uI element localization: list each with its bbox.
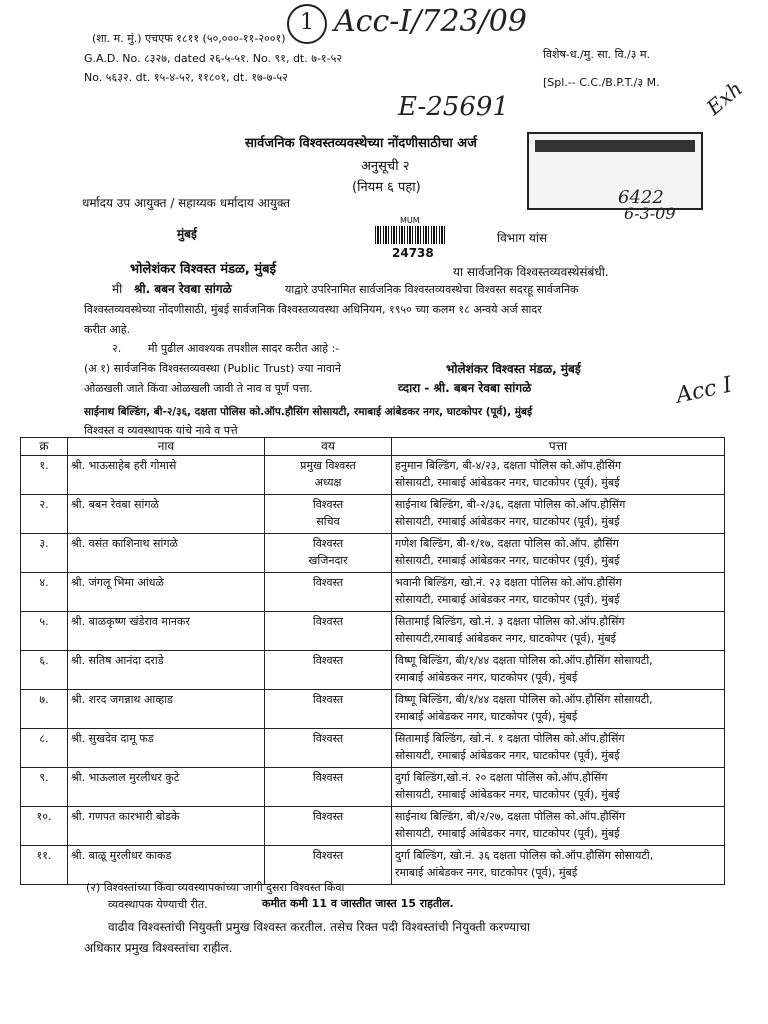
para2-number: २.	[112, 342, 122, 355]
table-row	[21, 768, 725, 807]
table-row	[21, 807, 725, 846]
para2-text: मी पुढील आवश्यक तपशील सादर करीत आहे :-	[148, 342, 340, 355]
row-role-line-2: अध्यक्ष	[314, 476, 342, 489]
barcode-number: 24738	[392, 246, 434, 260]
item2-line2: व्यवस्थापक येण्याची रीत.	[108, 898, 208, 911]
row-name	[68, 456, 265, 495]
row-serial-line-1: १.	[39, 459, 49, 472]
item1a-text: (अ १) सार्वजनिक विश्वस्तव्यवस्था (Public Trust) ज्या नावाने	[84, 362, 341, 375]
row-name	[68, 807, 265, 846]
row-name-line-1: श्री. भाऊसाहेब हरी गोमासे	[71, 459, 177, 472]
row-role	[265, 846, 392, 885]
item1b-via: व्दारा - श्री. बबन रेवबा सांगळे	[398, 381, 532, 395]
row-name	[68, 690, 265, 729]
row-name	[68, 768, 265, 807]
row-role	[265, 495, 392, 534]
trustees-heading: विश्वस्त व व्यवस्थापक यांचे नावे व पत्ते	[84, 424, 238, 437]
row-serial-line-1: ७.	[39, 693, 49, 706]
row-name	[68, 729, 265, 768]
row-address-line-2: सोसायटी, रमाबाई आंबेडकर नगर, घाटकोपर (पूर्व), मुंबई	[395, 476, 620, 489]
rule-label: (नियम ६ पहा)	[352, 180, 421, 195]
row-role-line-1: विश्वस्त	[312, 576, 344, 589]
row-serial	[21, 573, 68, 612]
handwritten-stamp-number: 6422	[618, 187, 664, 208]
row-role	[265, 651, 392, 690]
row-serial-line-1: ९.	[39, 771, 49, 784]
form-title: सार्वजनिक विश्वस्तव्यवस्थेच्या नोंदणीसाठीचा अर्ज	[245, 136, 477, 151]
row-role-line-1: विश्वस्त	[312, 732, 344, 745]
row-serial	[21, 846, 68, 885]
row-name-line-1: श्री. सुखदेव दामू फड	[71, 732, 154, 745]
press-ref-2: G.A.D. No. ८३२७, dated २६-५-५१. No. ९१, dt. ७-१-५२	[84, 52, 343, 65]
addressee-city: मुंबई	[177, 227, 197, 241]
row-address-line-1: सितामाई बिल्डिंग, खो.नं. ३ दक्षता पोलिस को.ऑप.हौसिंग	[395, 615, 625, 628]
table-row	[21, 534, 725, 573]
schedule-label: अनुसूची २	[361, 159, 410, 174]
handwritten-e-number: E-25691	[398, 92, 509, 122]
para1-line3: करीत आहे.	[84, 323, 131, 336]
table-row	[21, 651, 725, 690]
row-role-line-1: विश्वस्त	[312, 771, 344, 784]
applicant-name: श्री. बबन रेवबा सांगळे	[134, 282, 232, 296]
circled-one-mark: 1	[287, 4, 327, 44]
para1-rest: याद्वारे उपरिनामित सार्वजनिक विश्वस्तव्यवस्थेचा विश्वस्त सदरहू सार्वजनिक	[285, 283, 579, 296]
table-row	[21, 729, 725, 768]
para1-start: मी	[112, 282, 123, 296]
row-address-line-2: रमाबाई आंबेडकर नगर, घाटकोपर (पूर्व), मुंबई	[395, 671, 578, 684]
row-role-line-1: विश्वस्त	[312, 537, 344, 550]
row-address-line-2: सोसायटी, रमाबाई आंबेडकर नगर, घाटकोपर (पूर्व), मुंबई	[395, 788, 620, 801]
handwritten-stamp-date: 6-3-09	[624, 204, 676, 223]
row-name-line-1: श्री. बाळकृष्ण खंडेराव मानकर	[71, 615, 190, 628]
row-name-line-1: श्री. शरद जगन्नाथ आव्हाड	[71, 693, 173, 706]
row-role-line-1: विश्वस्त	[312, 654, 344, 667]
row-serial	[21, 768, 68, 807]
row-address-line-2: सोसायटी,रमाबाई आंबेडकर नगर, घाटकोपर (पूर्व), मुंबई	[395, 632, 617, 645]
row-serial	[21, 534, 68, 573]
row-address-line-2: सोसायटी, रमाबाई आंबेडकर नगर, घाटकोपर (पूर्व), मुंबई	[395, 515, 620, 528]
item1b-text: ओळखली जाते किंवा ओळखली जावी ते नाव व पूर्ण पत्ता.	[84, 382, 313, 395]
addressee-line: धर्मादय उप आयुक्त / सहाय्यक धर्मादाय आयुक्त	[82, 196, 291, 210]
row-address	[392, 846, 725, 885]
row-address-line-1: विष्णू बिल्डिंग, बी/१/४४ दक्षता पोलिस को.ऑप.हौसिंग सोसायटी,	[395, 693, 653, 706]
row-role	[265, 768, 392, 807]
row-name	[68, 534, 265, 573]
row-address	[392, 768, 725, 807]
row-serial	[21, 456, 68, 495]
office-stamp	[527, 132, 703, 210]
row-name	[68, 846, 265, 885]
row-address	[392, 534, 725, 573]
item2-line1: (२) विश्वस्तांच्या किंवा व्यवस्थापकांच्या जागी दुसरा विश्वस्त किंवा	[86, 881, 345, 894]
row-serial-line-1: ४.	[39, 576, 49, 589]
row-serial-line-1: ३.	[39, 537, 49, 550]
row-serial-line-1: २.	[39, 498, 49, 511]
special-ref-1: विशेष-ध./मु. सा. वि./३ म.	[543, 48, 651, 61]
row-address	[392, 495, 725, 534]
para1-line2: विश्वस्तव्यवस्थेच्या नोंदणीसाठी, मुंबई सार्वजनिक विश्वस्तव्यवस्था अधिनियम, १९५० च्या कलम १८ अन्वये अर्ज सादर	[84, 303, 542, 316]
row-address	[392, 573, 725, 612]
table-row	[21, 612, 725, 651]
row-address-line-2: सोसायटी, रमाबाई आंबेडकर नगर, घाटकोपर (पूर्व), मुंबई	[395, 554, 620, 567]
row-serial-line-1: ११.	[36, 849, 52, 862]
row-name-line-1: श्री. बाळू मुरलीधर काकड	[71, 849, 172, 862]
item2-line4: अधिकार प्रमुख विश्वस्तांचा राहील.	[84, 941, 233, 955]
row-address-line-1: सितामाई बिल्डिंग, खो.नं. १ दक्षता पोलिस को.ऑप.हौसिंग	[395, 732, 625, 745]
row-address-line-1: दुर्गा बिल्डिंग,खो.नं. २० दक्षता पोलिस को.ऑप.हौसिंग	[395, 771, 608, 784]
row-name-line-1: श्री. वसंत काशिनाथ सांगळे	[71, 537, 178, 550]
handwritten-file-number: Acc-I/723/09	[334, 4, 527, 39]
row-role	[265, 534, 392, 573]
row-role-line-1: प्रमुख विश्वस्त	[300, 459, 356, 472]
row-role-line-1: विश्वस्त	[312, 810, 344, 823]
row-address-line-1: हनुमान बिल्डिंग, बी-४/२३, दक्षता पोलिस को.ऑप.हौसिंग	[395, 459, 622, 472]
row-serial	[21, 495, 68, 534]
header-serial: क्र	[21, 438, 68, 456]
row-address-line-1: दुर्गा बिल्डिंग, खो.नं. ३६ दक्षता पोलिस को.ऑप.हौसिंग सोसायटी,	[395, 849, 654, 862]
table-header-row	[21, 438, 725, 456]
row-name-line-1: श्री. गणपत कारभारी बोडके	[71, 810, 180, 823]
row-address-line-1: विष्णू बिल्डिंग, बी/१/४४ दक्षता पोलिस को.ऑप.हौसिंग सोसायटी,	[395, 654, 653, 667]
row-address-line-1: साईनाथ बिल्डिंग, बी-२/३६, दक्षता पोलिस को.ऑप.हौसिंग	[395, 498, 626, 511]
press-ref-3: No. ५६३२. dt. १५-४-५२, ११८०१, dt. १७-७-५२	[84, 71, 288, 84]
row-role	[265, 807, 392, 846]
handwritten-corner-note: Exh	[701, 76, 747, 120]
row-serial-line-1: १०.	[36, 810, 52, 823]
division-label: विभाग यांस	[497, 231, 548, 245]
row-name	[68, 612, 265, 651]
table-row	[21, 846, 725, 885]
trust-name-heading: भोलेशंकर विश्वस्त मंडळ, मुंबई	[130, 262, 276, 277]
row-address-line-2: रमाबाई आंबेडकर नगर, घाटकोपर (पूर्व), मुंबई	[395, 710, 578, 723]
row-serial-line-1: ८.	[39, 732, 49, 745]
row-role	[265, 573, 392, 612]
row-name	[68, 573, 265, 612]
trust-line-suffix: या सार्वजनिक विश्वस्तव्यवस्थेसंबंधी.	[453, 265, 609, 279]
row-serial	[21, 807, 68, 846]
row-role	[265, 729, 392, 768]
row-serial	[21, 690, 68, 729]
row-name-line-1: श्री. सतिष आनंदा दराडे	[71, 654, 164, 667]
row-name	[68, 651, 265, 690]
row-address	[392, 807, 725, 846]
row-name-line-1: श्री. जंगलू भिमा आंधळे	[71, 576, 164, 589]
row-role-line-1: विश्वस्त	[312, 498, 344, 511]
table-row	[21, 690, 725, 729]
row-address-line-1: साईनाथ बिल्डिंग, बी/२/२७, दक्षता पोलिस को.ऑप.हौसिंग	[395, 810, 626, 823]
row-address-line-1: गणेश बिल्डिंग, बी-१/१७, दक्षता पोलिस को.ऑप. हौसिंग	[395, 537, 619, 550]
row-role-line-2: खजिनदार	[308, 554, 348, 567]
handwritten-margin-note: Acc I	[674, 372, 735, 409]
row-serial	[21, 651, 68, 690]
row-address	[392, 651, 725, 690]
press-ref-1: (शा. म. मुं.) एचएफ १८११ (५०,०००-११-२००१)	[92, 32, 286, 45]
row-address	[392, 729, 725, 768]
row-serial	[21, 612, 68, 651]
special-ref-2: [Spl.-- C.C./B.P.T./३ M.	[543, 76, 660, 89]
table-row	[21, 456, 725, 495]
row-address	[392, 612, 725, 651]
row-name-line-1: श्री. भाऊलाल मुरलीधर कुटे	[71, 771, 180, 784]
item1a-trust-name: भोलेशंकर विश्वस्त मंडळ, मुंबई	[446, 362, 581, 376]
row-role-line-1: विश्वस्त	[312, 849, 344, 862]
row-address	[392, 690, 725, 729]
row-role	[265, 456, 392, 495]
header-role: वय	[265, 438, 392, 456]
row-address-line-2: सोसायटी, रमाबाई आंबेडकर नगर, घाटकोपर (पूर्व), मुंबई	[395, 593, 620, 606]
row-serial-line-1: ५.	[39, 615, 49, 628]
row-serial-line-1: ६.	[39, 654, 49, 667]
row-role-line-2: सचिव	[316, 515, 340, 528]
row-role-line-1: विश्वस्त	[312, 615, 344, 628]
header-name: नाव	[68, 438, 265, 456]
row-serial	[21, 729, 68, 768]
row-name-line-1: श्री. बबन रेवबा सांगळे	[71, 498, 159, 511]
row-role	[265, 690, 392, 729]
row-address-line-1: भवानी बिल्डिंग, खो.नं. २३ दक्षता पोलिस को.ऑप.हौसिंग	[395, 576, 622, 589]
row-address-line-2: रमाबाई आंबेडकर नगर, घाटकोपर (पूर्व), मुंबई	[395, 866, 578, 879]
barcode	[375, 226, 445, 244]
row-name	[68, 495, 265, 534]
table-row	[21, 573, 725, 612]
table-row	[21, 495, 725, 534]
barcode-label: MUM	[400, 216, 420, 225]
trust-address: साईनाथ बिल्डिंग, बी-२/३६, दक्षता पोलिस को.ऑप.हौसिंग सोसायटी, रमाबाई आंबेडकर नगर, घाटकोपर (पूर्व), मुंबई	[84, 406, 533, 418]
row-role-line-1: विश्वस्त	[312, 693, 344, 706]
row-role	[265, 612, 392, 651]
item2-rule-bold: कमीत कमी 11 व जास्तीत जास्त 15 राहतील.	[262, 897, 454, 910]
item2-line3: वाढीव विश्वस्तांची नियुक्ती प्रमुख विश्वस्त करतील. तसेच रिक्त पदी विश्वस्तांची नियुक्ती करण्याचा	[108, 920, 530, 934]
trustees-table	[20, 437, 725, 885]
row-address-line-2: सोसायटी, रमाबाई आंबेडकर नगर, घाटकोपर (पूर्व), मुंबई	[395, 827, 620, 840]
row-address	[392, 456, 725, 495]
row-address-line-2: सोसायटी, रमाबाई आंबेडकर नगर, घाटकोपर (पूर्व), मुंबई	[395, 749, 620, 762]
header-address: पत्ता	[392, 438, 725, 456]
